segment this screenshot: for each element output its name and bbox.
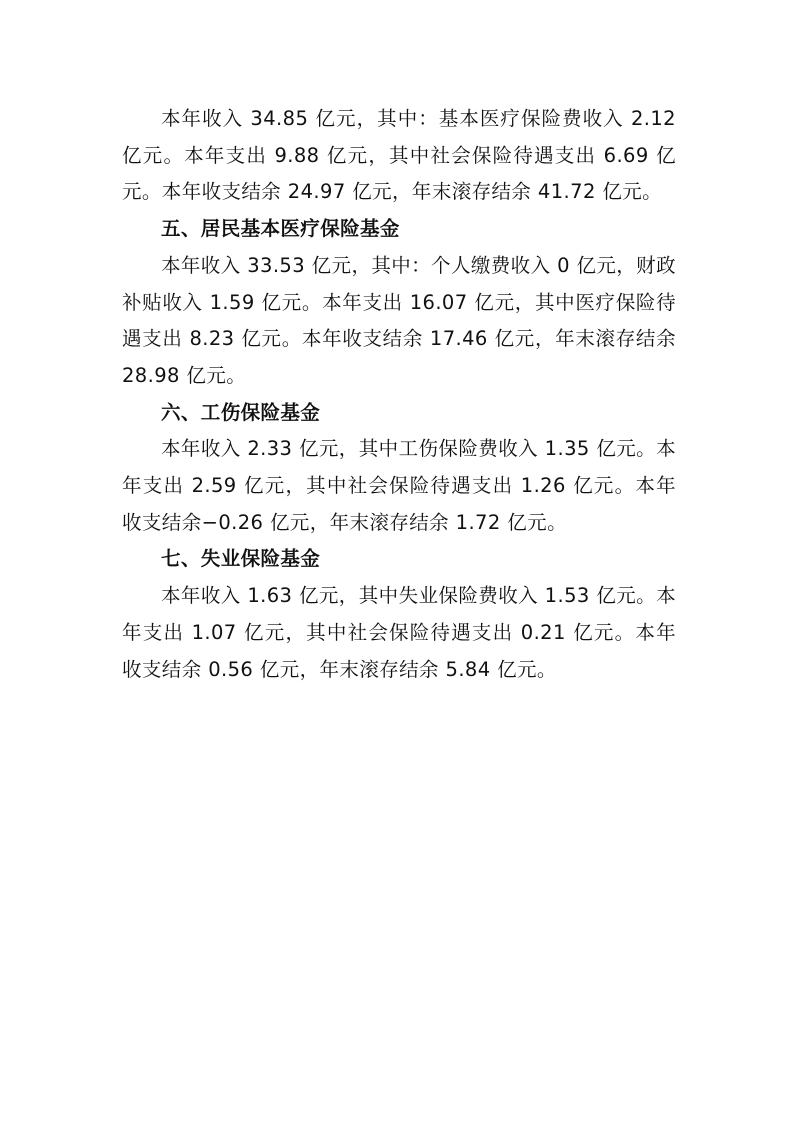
unemployment-fund-heading: 七、失业保险基金 [161,547,321,571]
resident-medical-fund-paragraph: 本年收入 33.53 亿元，其中：个人缴费收入 0 亿元，财政补贴收入 1.59 亿元。本年支出 16.07 亿元，其中医疗保险待遇支出 8.23 亿元。本年收支结余 17.46 亿元，年末滚存结余 28.98 亿元。 [122,253,676,387]
work-injury-fund-paragraph: 本年收入 2.33 亿元，其中工伤保险费收入 1.35 亿元。本年支出 2.59 亿元，其中社会保险待遇支出 1.26 亿元。本年收支结余−0.26 亿元，年末滚存结余 1.72 亿元。 [122,437,676,534]
resident-medical-fund-heading: 五、居民基本医疗保险基金 [161,217,400,241]
employee-medical-fund-paragraph: 本年收入 34.85 亿元，其中：基本医疗保险费收入 2.12 亿元。本年支出 9.88 亿元，其中社会保险待遇支出 6.69 亿元。本年收支结余 24.97 亿元，年末滚存结余 41.72 亿元。 [122,107,676,204]
document-page [122,101,676,688]
unemployment-fund-paragraph: 本年收入 1.63 亿元，其中失业保险费收入 1.53 亿元。本年支出 1.07 亿元，其中社会保险待遇支出 0.21 亿元。本年收支结余 0.56 亿元，年末滚存结余 5.84 亿元。 [122,584,676,681]
work-injury-fund-heading: 六、工伤保险基金 [161,400,321,424]
